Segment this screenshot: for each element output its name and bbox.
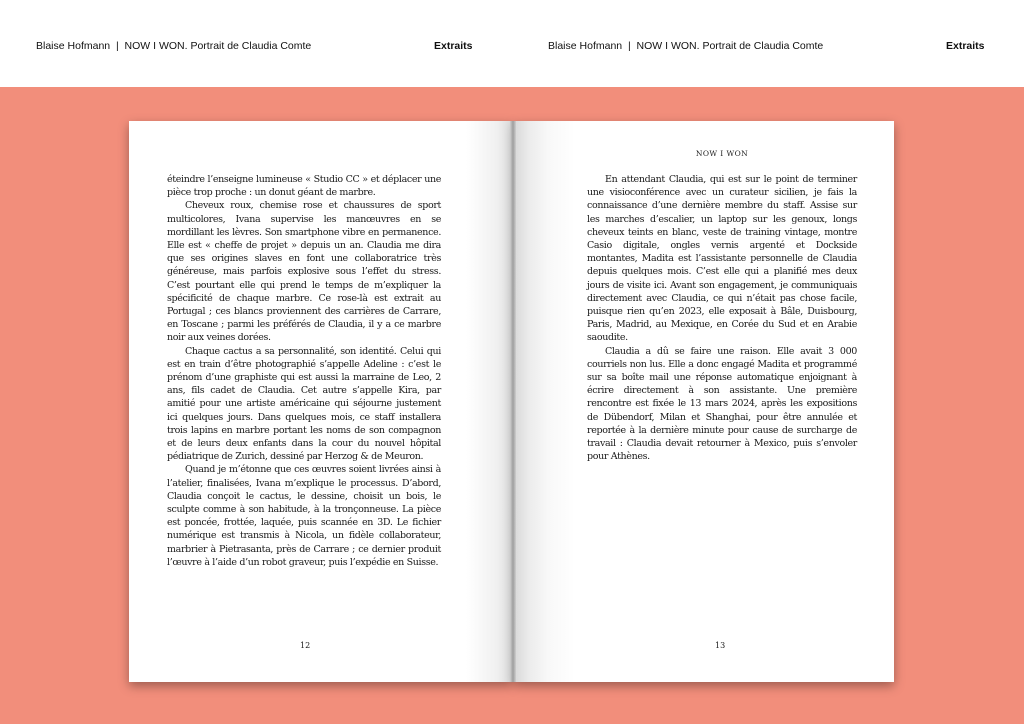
paragraph: Chaque cactus a sa personnalité, son identité. Celui qui est en train d’être photographié s’appelle Adeline : c’est le prénom d’une graphiste qui est aussi la marraine de Leo, 2 ans, fils cadet de Claudia. Cet autre s’appelle Kira, par amitié pour une artiste américaine qui séjourne justement ici quelques jours. Dans quelques mois, ce staff installera trois lapins en marbre portant les noms de son compagnon et de leurs deux enfants dans la cour du nouvel hôpital pédiatrique de Zurich, dessiné par Herzog & de Meuron. [167, 345, 441, 463]
paragraph: Cheveux roux, chemise rose et chaussures de sport multicolores, Ivana supervise les manœuvres en se mordillant les lèvres. Son smartphone vibre en permanence. Elle est « cheffe de projet » depuis un an. Claudia me dira que ses origines slaves en font une collaboratrice très généreuse, mais parfois explosive sous l’effet du stress. C’est pourtant elle qui prend le temps de m’expliquer la spécificité de chaque marbre. Ce rose-là est extrait au Portugal ; ces blancs proviennent des carrières de Carrare, en Toscane ; parmi les préférés de Claudia, il y a ce marbre noir aux veines dorées. [167, 200, 441, 344]
header-right-byline: Blaise Hofmann | NOW I WON. Portrait de Claudia Comte [548, 40, 824, 52]
header-left-byline: Blaise Hofmann | NOW I WON. Portrait de Claudia Comte [36, 40, 312, 52]
page-number: 13 [715, 641, 726, 650]
book-gutter [510, 121, 516, 682]
paragraph: Claudia a dû se faire une raison. Elle avait 3 000 courriels non lus. Elle a donc engagé Madita et programmé sur sa boîte mail une réponse automatique enjoignant à écrire directement à son assistante. Une première rencontre est fixée le 13 mars 2024, après les expositions de Dübendorf, Milan et Shanghai, pour être annulée et reportée à la dernière minute pour cause de surcharge de travail : Claudia devait retourner à Mexico, puis s’envoler pour Athènes. [587, 345, 857, 463]
header-right-section: Extraits [946, 40, 985, 52]
book-page-left [129, 121, 512, 682]
page-number: 12 [300, 641, 311, 650]
top-header-bar [0, 0, 1024, 87]
paragraph: Quand je m’étonne que ces œuvres soient livrées ainsi à l’atelier, finalisées, Ivana m’explique le processus. D’abord, Claudia conçoit le cactus, le dessine, choisit un bois, le sculpte comme à son habitude, à la tronçonneuse. La pièce est poncée, frottée, laquée, puis scannée en 3D. Le fichier numérique est transmis à Nicola, un fidèle collaborateur, marbrier à Pietrasanta, près de Carrare ; ce dernier produit l’œuvre à l’aide d’un robot graveur, puis l’expédie en Suisse. [167, 464, 441, 568]
header-left-section: Extraits [434, 40, 473, 52]
left-page-body [167, 173, 441, 569]
book-page-right [514, 121, 894, 682]
paragraph: éteindre l’enseigne lumineuse « Studio CC » et déplacer une pièce trop proche : un donut géant de marbre. [167, 174, 441, 199]
running-head: NOW I WON [695, 149, 749, 158]
right-page-body [587, 173, 857, 463]
paragraph: En attendant Claudia, qui est sur le point de terminer une visioconférence avec un curateur sicilien, je fais la connaissance d’une dernière membre du staff. Assise sur les marches d’escalier, un laptop sur les genoux, longs cheveux teints en blanc, veste de training vintage, montre Casio digitale, ongles vernis argenté et Dockside montantes, Madita est l’assistante personnelle de Claudia depuis quelques mois. C’est elle qui a planifié mes deux jours de visite ici. Avant son engagement, je communiquais directement avec Claudia, ce qui n’était pas chose facile, puisque rien qu’en 2023, elle exposait à Bâle, Duisbourg, Paris, Madrid, au Mexique, en Corée du Sud et en Arabie saoudite. [587, 174, 857, 344]
